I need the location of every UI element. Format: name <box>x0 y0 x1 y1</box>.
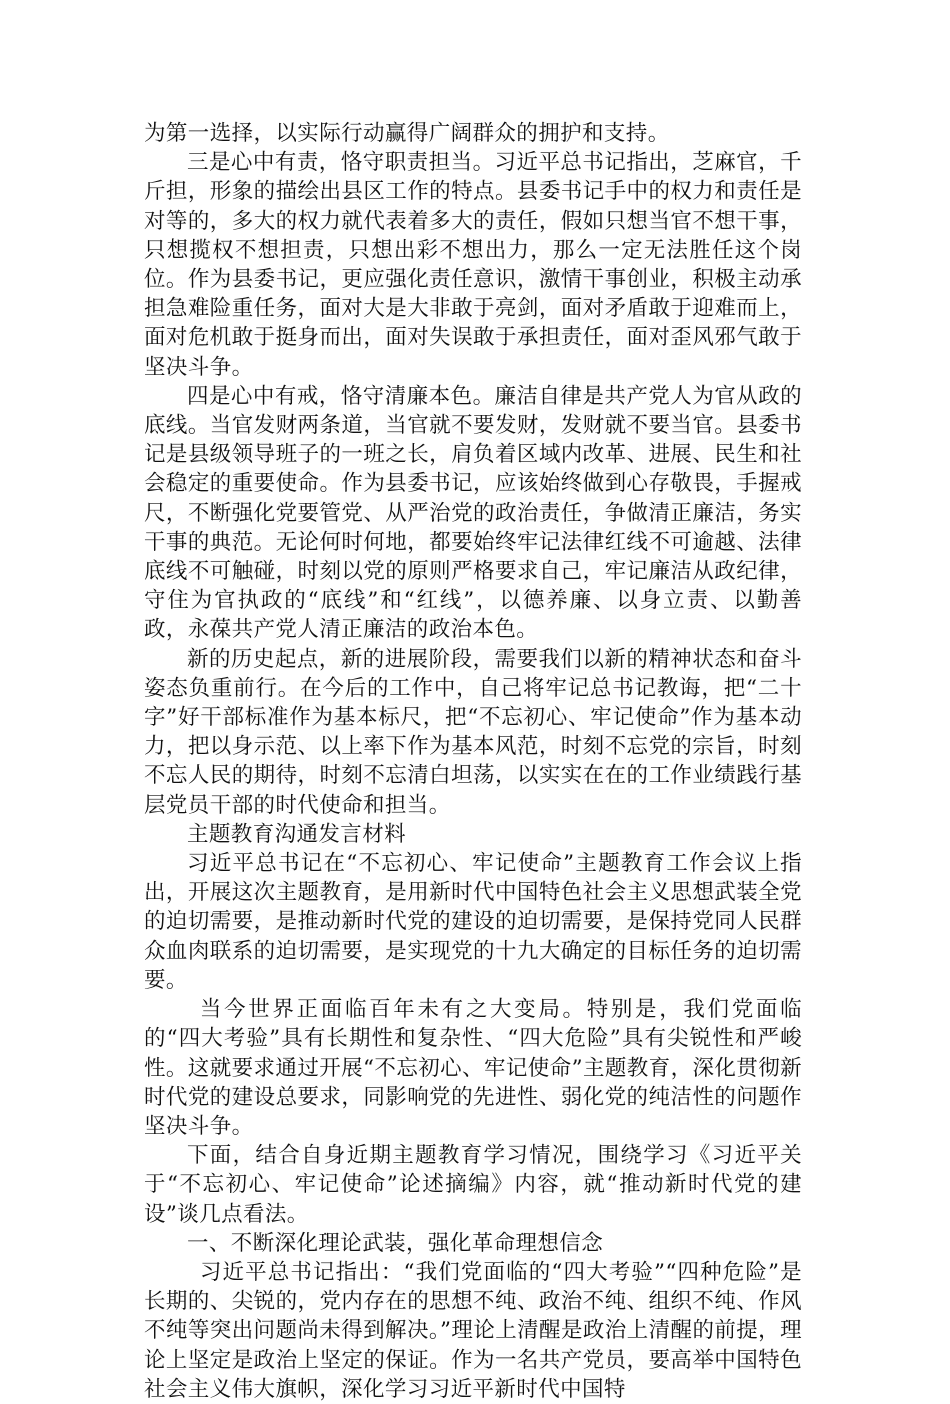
paragraph-discipline: 四是心中有戒，恪守清廉本色。廉洁自律是共产党人为官从政的底线。当官发财两条道，当官就不要发财，发财就不要当官。县委书记是县级领导班子的一班之长，肩负着区域内改革、进展、民生和社会稳定的重要使命。作为县委书记，应该始终做到心存敬畏，手握戒尺，不断强化党要管党、从严治党的政治责任，争做清正廉洁，务实干事的典范。无论何时何地，都要始终牢记法律红线不可逾越、法律底线不可触碰，时刻以党的原则严格要求自己，牢记廉洁从政纪律，守住为官执政的“底线”和“红线”，以德养廉、以身立责、以勤善政，永葆共产党人清正廉洁的政治本色。 <box>144 383 802 643</box>
paragraph-continuation: 为第一选择，以实际行动赢得广阔群众的拥护和支持。 <box>144 121 670 146</box>
paragraph-introduction: 下面，结合自身近期主题教育学习情况，围绕学习《习近平关于“不忘初心、牢记使命”论述摘编》内容，就“推动新时代党的建设”谈几点看法。 <box>144 1143 802 1227</box>
section-title: 主题教育沟通发言材料 <box>187 821 407 847</box>
paragraph-world-changes: 当今世界正面临百年未有之大变局。特别是，我们党面临的“四大考验”具有长期性和复杂性、“四大危险”具有尖锐性和严峻性。这就要求通过开展“不忘初心、牢记使命”主题教育，深化贯彻新时代党的建设总要求，同影响党的先进性、弱化党的纯洁性的问题作坚决斗争。 <box>144 997 802 1139</box>
paragraph-theme-education: 习近平总书记在“不忘初心、牢记使命”主题教育工作会议上指出，开展这次主题教育，是用新时代中国特色社会主义思想武装全党的迫切需要，是推动新时代党的建设的迫切需要，是保持党同人民群众血肉联系的迫切需要，是实现党的十九大确定的目标任务的迫切需要。 <box>144 851 802 993</box>
paragraph-responsibility: 三是心中有责，恪守职责担当。习近平总书记指出，芝麻官，千斤担，形象的描绘出县区工作的特点。县委书记手中的权力和责任是对等的，多大的权力就代表着多大的责任，假如只想当官不想干事，只想揽权不想担责，只想出彩不想出力，那么一定无法胜任这个岗位。作为县委书记，更应强化责任意识，激情干事创业，积极主动承担急难险重任务，面对大是大非敢于亮剑，面对矛盾敢于迎难而上，面对危机敢于挺身而出，面对失误敢于承担责任，面对歪风邪气敢于坚决斗争。 <box>144 150 802 380</box>
paragraph-theory: 习近平总书记指出：“我们党面临的“四大考验”“四种危险”是长期的、尖锐的，党内存在的思想不纯、政治不纯、组织不纯、作风不纯等突出问题尚未得到解决。”理论上清醒是政治上清醒的前提，理论上坚定是政治上坚定的保证。作为一名共产党员，要高举中国特色社会主义伟大旗帜，深化学习习近平新时代中国特 <box>144 1259 802 1402</box>
document-page <box>144 119 802 1404</box>
subheading-theory: 一、不断深化理论武装，强化革命理想信念 <box>187 1230 604 1256</box>
paragraph-new-starting-point: 新的历史起点，新的进展阶段，需要我们以新的精神状态和奋斗姿态负重前行。在今后的工作中，自己将牢记总书记教诲，把“二十字”好干部标准作为基本标尺，把“不忘初心、牢记使命”作为基本动力，把以身示范、以上率下作为基本风范，时刻不忘党的宗旨，时刻不忘人民的期待，时刻不忘清白坦荡，以实实在在的工作业绩践行基层党员干部的时代使命和担当。 <box>144 646 802 818</box>
